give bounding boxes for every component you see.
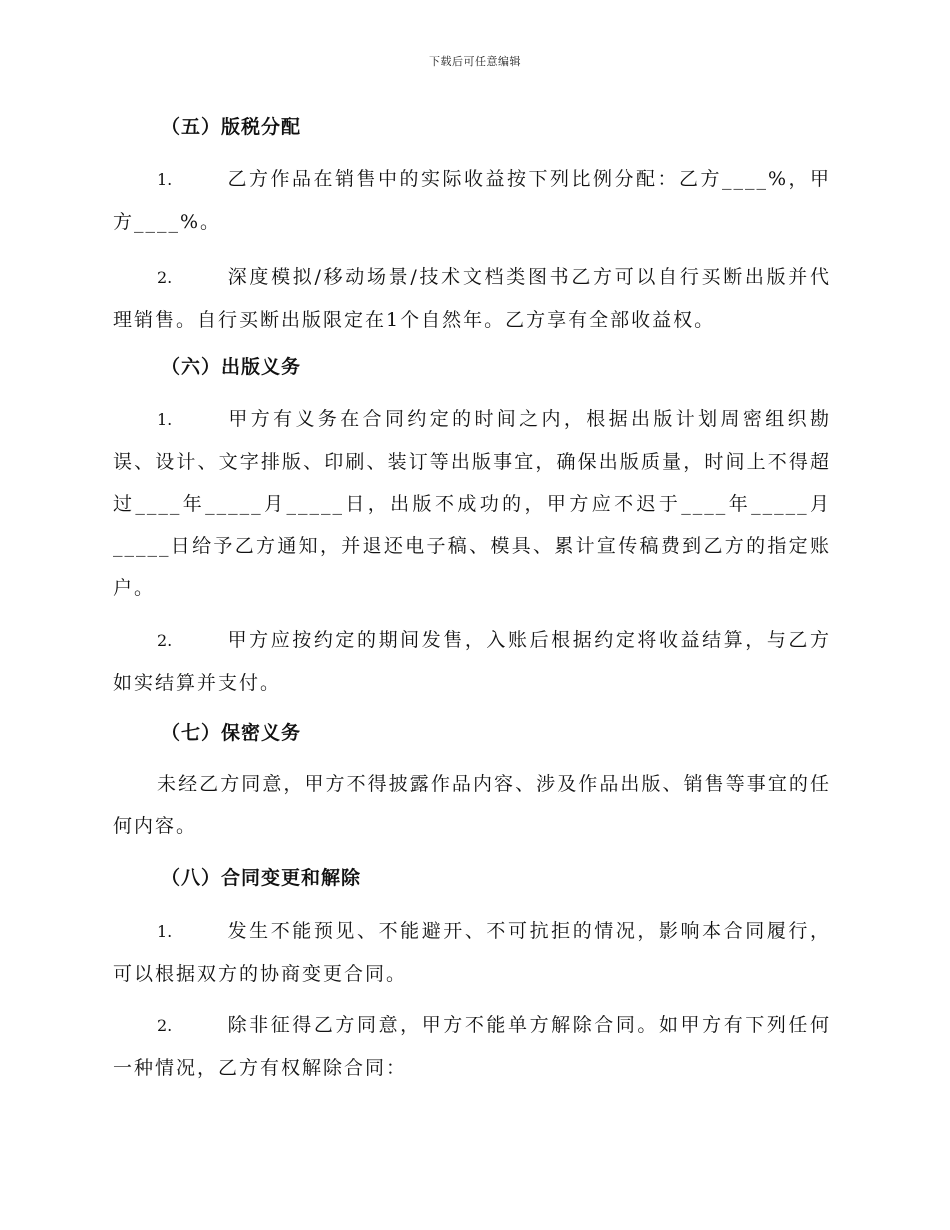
section-heading-8: （八）合同变更和解除 bbox=[161, 867, 362, 889]
item-text: 深度模拟/移动场景/技术文档类图书乙方可以自行买断出版并代理销售。自行买断出版限定在1个自然年。乙方享有全部收益权。 bbox=[113, 266, 831, 331]
item-text: 乙方作品在销售中的实际收益按下列比例分配：乙方____%，甲方____%。 bbox=[113, 168, 831, 233]
section-heading-5: （五）版税分配 bbox=[161, 116, 302, 138]
section-6-item-1 bbox=[113, 398, 831, 609]
item-text: 发生不能预见、不能避开、不可抗拒的情况，影响本合同履行，可以根据双方的协商变更合同。 bbox=[113, 920, 831, 985]
section-6-item-2 bbox=[113, 619, 831, 704]
section-heading-6: （六）出版义务 bbox=[161, 356, 302, 378]
section-heading-7: （七）保密义务 bbox=[161, 722, 302, 744]
item-number: 2. bbox=[157, 268, 173, 287]
section-8-item-2 bbox=[113, 1004, 831, 1089]
item-text: 甲方应按约定的期间发售，入账后根据约定将收益结算，与乙方如实结算并支付。 bbox=[113, 629, 831, 694]
item-number: 2. bbox=[157, 1016, 173, 1035]
item-text: 除非征得乙方同意，甲方不能单方解除合同。如甲方有下列任何一种情况，乙方有权解除合同： bbox=[113, 1014, 831, 1079]
item-number: 1. bbox=[157, 170, 173, 189]
page-header: 下载后可任意编辑 bbox=[429, 55, 521, 68]
section-8-item-1 bbox=[113, 910, 831, 995]
item-number: 1. bbox=[157, 922, 173, 941]
item-number: 2. bbox=[157, 631, 173, 650]
item-number: 1. bbox=[157, 410, 173, 429]
item-text: 甲方有义务在合同约定的时间之内，根据出版计划周密组织勘误、设计、文字排版、印刷、装订等出版事宜，确保出版质量，时间上不得超过____年_____月_____日，出版不成功的，甲方应不迟于____年_____月_____日给予乙方通知，并退还电子稿、模具、累计宣传稿费到乙方的指定账户。 bbox=[113, 408, 831, 599]
section-7-paragraph: 未经乙方同意，甲方不得披露作品内容、涉及作品出版、销售等事宜的任何内容。 bbox=[113, 773, 831, 837]
section-5-item-2 bbox=[113, 256, 831, 341]
section-5-item-1 bbox=[113, 158, 831, 243]
